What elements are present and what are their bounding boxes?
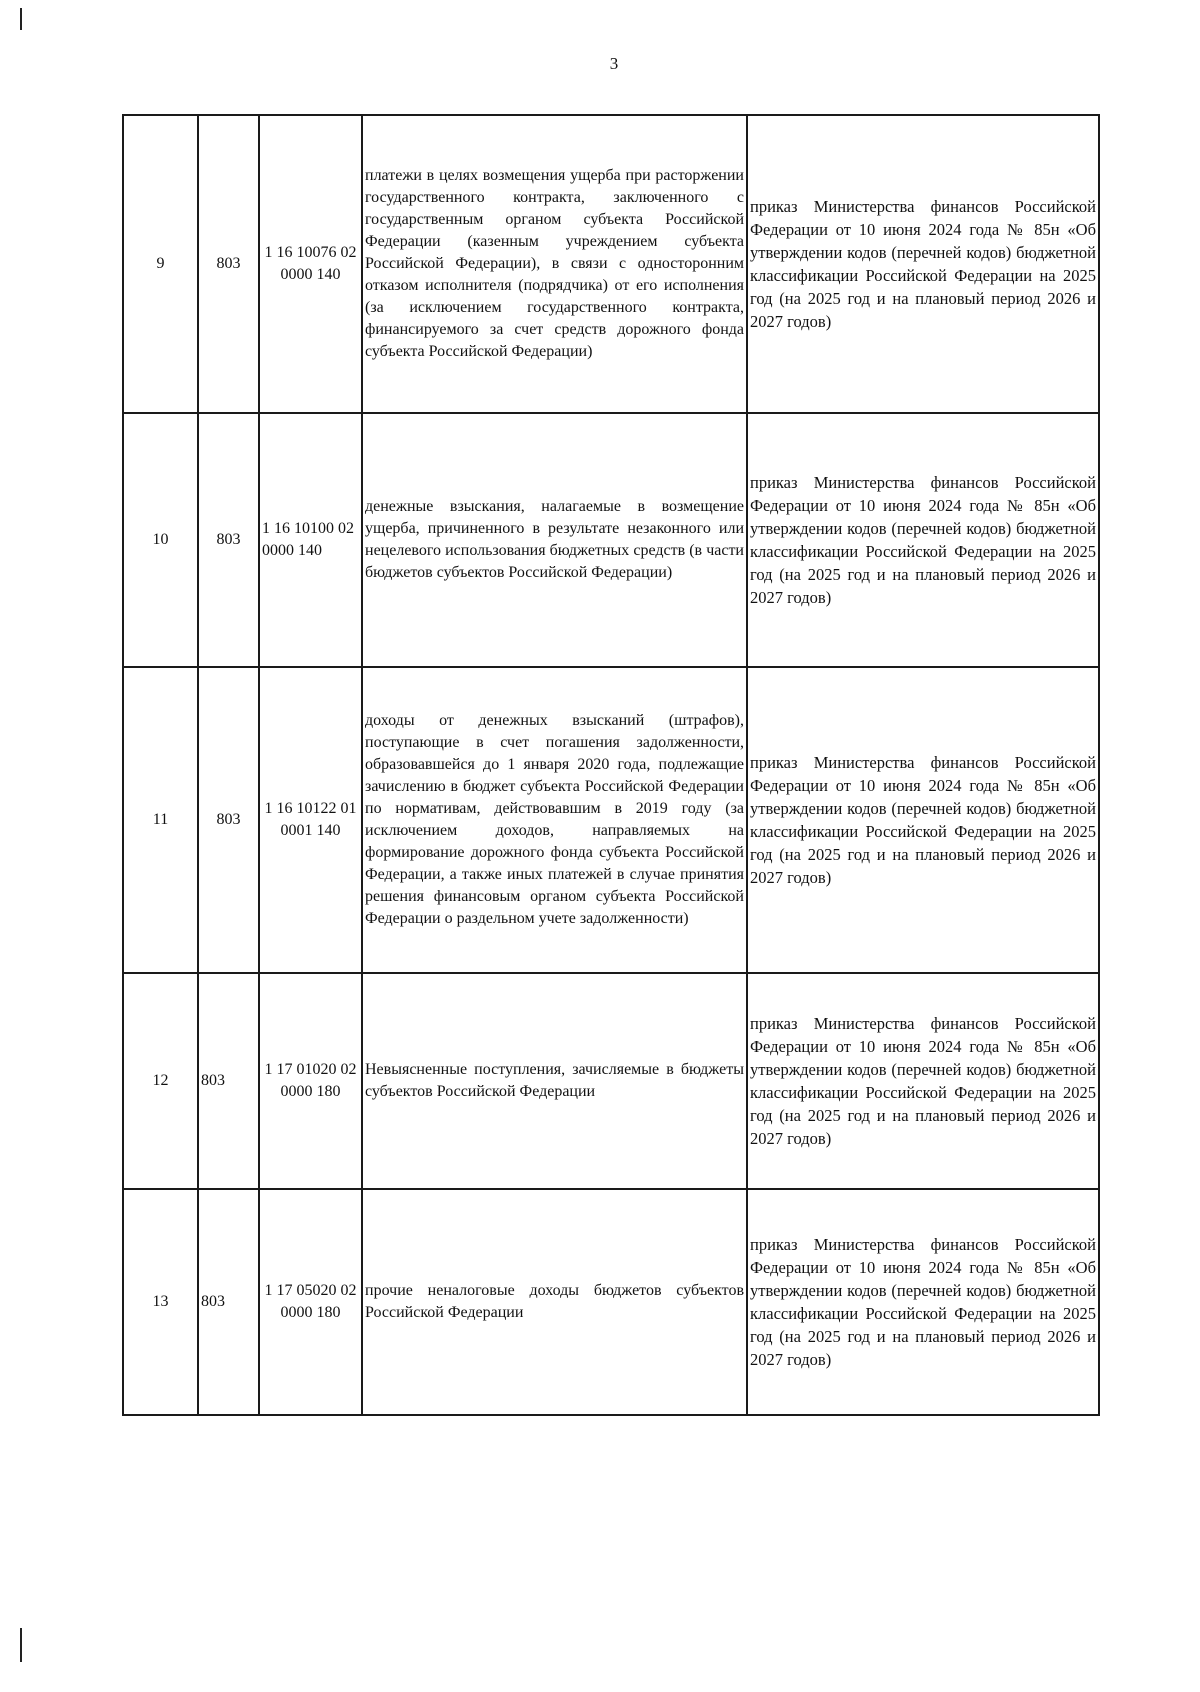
income-name: денежные взыскания, налагаемые в возмещение ущерба, причиненного в результате незаконного или нецелевого использования бюджетных средств (в части бюджетов субъектов Российской Федерации) (362, 413, 747, 667)
income-name: прочие неналоговые доходы бюджетов субъектов Российской Федерации (362, 1189, 747, 1415)
code-text: 1 17 01020 02 0000 180 (264, 1061, 357, 1100)
administrator-code: 803 (198, 973, 259, 1189)
table-row (123, 1189, 1099, 1415)
table-row (123, 413, 1099, 667)
budget-classification-code (259, 413, 362, 667)
row-number: 9 (123, 115, 198, 413)
budget-classification-code (259, 115, 362, 413)
page-number: 3 (609, 54, 619, 73)
row-number: 11 (123, 667, 198, 973)
administrator-code: 803 (198, 413, 259, 667)
row-number: 13 (123, 1189, 198, 1415)
administrator-code: 803 (198, 667, 259, 973)
budget-classification-code (259, 667, 362, 973)
scan-edge-mark (20, 8, 22, 30)
administrator-code: 803 (198, 1189, 259, 1415)
code-text: 1 17 05020 02 0000 180 (264, 1282, 357, 1321)
code-text: 1 16 10100 02 0000 140 (262, 520, 354, 559)
legal-basis: приказ Министерства финансов Российской Федерации от 10 июня 2024 года № 85н «Об утверждении кодов (перечней кодов) бюджетной классификации Российской Федерации на 2025 год (на 2025 год и на плановый период 2026 и 2027 годов) (747, 115, 1099, 413)
row-number: 10 (123, 413, 198, 667)
table-row (123, 667, 1099, 973)
code-text: 1 16 10122 01 0001 140 (264, 800, 357, 839)
budget-classification-code (259, 1189, 362, 1415)
legal-basis: приказ Министерства финансов Российской Федерации от 10 июня 2024 года № 85н «Об утверждении кодов (перечней кодов) бюджетной классификации Российской Федерации на 2025 год (на 2025 год и на плановый период 2026 и 2027 годов) (747, 1189, 1099, 1415)
table-row (123, 115, 1099, 413)
legal-basis: приказ Министерства финансов Российской Федерации от 10 июня 2024 года № 85н «Об утверждении кодов (перечней кодов) бюджетной классификации Российской Федерации на 2025 год (на 2025 год и на плановый период 2026 и 2027 годов) (747, 413, 1099, 667)
income-name: платежи в целях возмещения ущерба при расторжении государственного контракта, заключенного с государственным органом субъекта Российской Федерации (казенным учреждением субъекта Российской Федерации), в связи с односторонним отказом исполнителя (подрядчика) от его исполнения (за исключением государственного контракта, финансируемого за счет средств дорожного фонда субъекта Российской Федерации) (362, 115, 747, 413)
income-codes-table (122, 114, 1100, 1416)
row-number: 12 (123, 973, 198, 1189)
legal-basis: приказ Министерства финансов Российской Федерации от 10 июня 2024 года № 85н «Об утверждении кодов (перечней кодов) бюджетной классификации Российской Федерации на 2025 год (на 2025 год и на плановый период 2026 и 2027 годов) (747, 973, 1099, 1189)
income-name: Невыясненные поступления, зачисляемые в бюджеты субъектов Российской Федерации (362, 973, 747, 1189)
table-row (123, 973, 1099, 1189)
budget-classification-code (259, 973, 362, 1189)
scan-edge-mark (20, 1628, 22, 1662)
administrator-code: 803 (198, 115, 259, 413)
code-text: 1 16 10076 02 0000 140 (264, 244, 357, 283)
legal-basis: приказ Министерства финансов Российской Федерации от 10 июня 2024 года № 85н «Об утверждении кодов (перечней кодов) бюджетной классификации Российской Федерации на 2025 год (на 2025 год и на плановый период 2026 и 2027 годов) (747, 667, 1099, 973)
income-name: доходы от денежных взысканий (штрафов), поступающие в счет погашения задолженности, образовавшейся до 1 января 2020 года, подлежащие зачислению в бюджет субъекта Российской Федерации по нормативам, действовавшим в 2019 году (за исключением доходов, направляемых на формирование дорожного фонда субъекта Российской Федерации, а также иных платежей в случае принятия решения финансовым органом субъекта Российской Федерации о раздельном учете задолженности) (362, 667, 747, 973)
